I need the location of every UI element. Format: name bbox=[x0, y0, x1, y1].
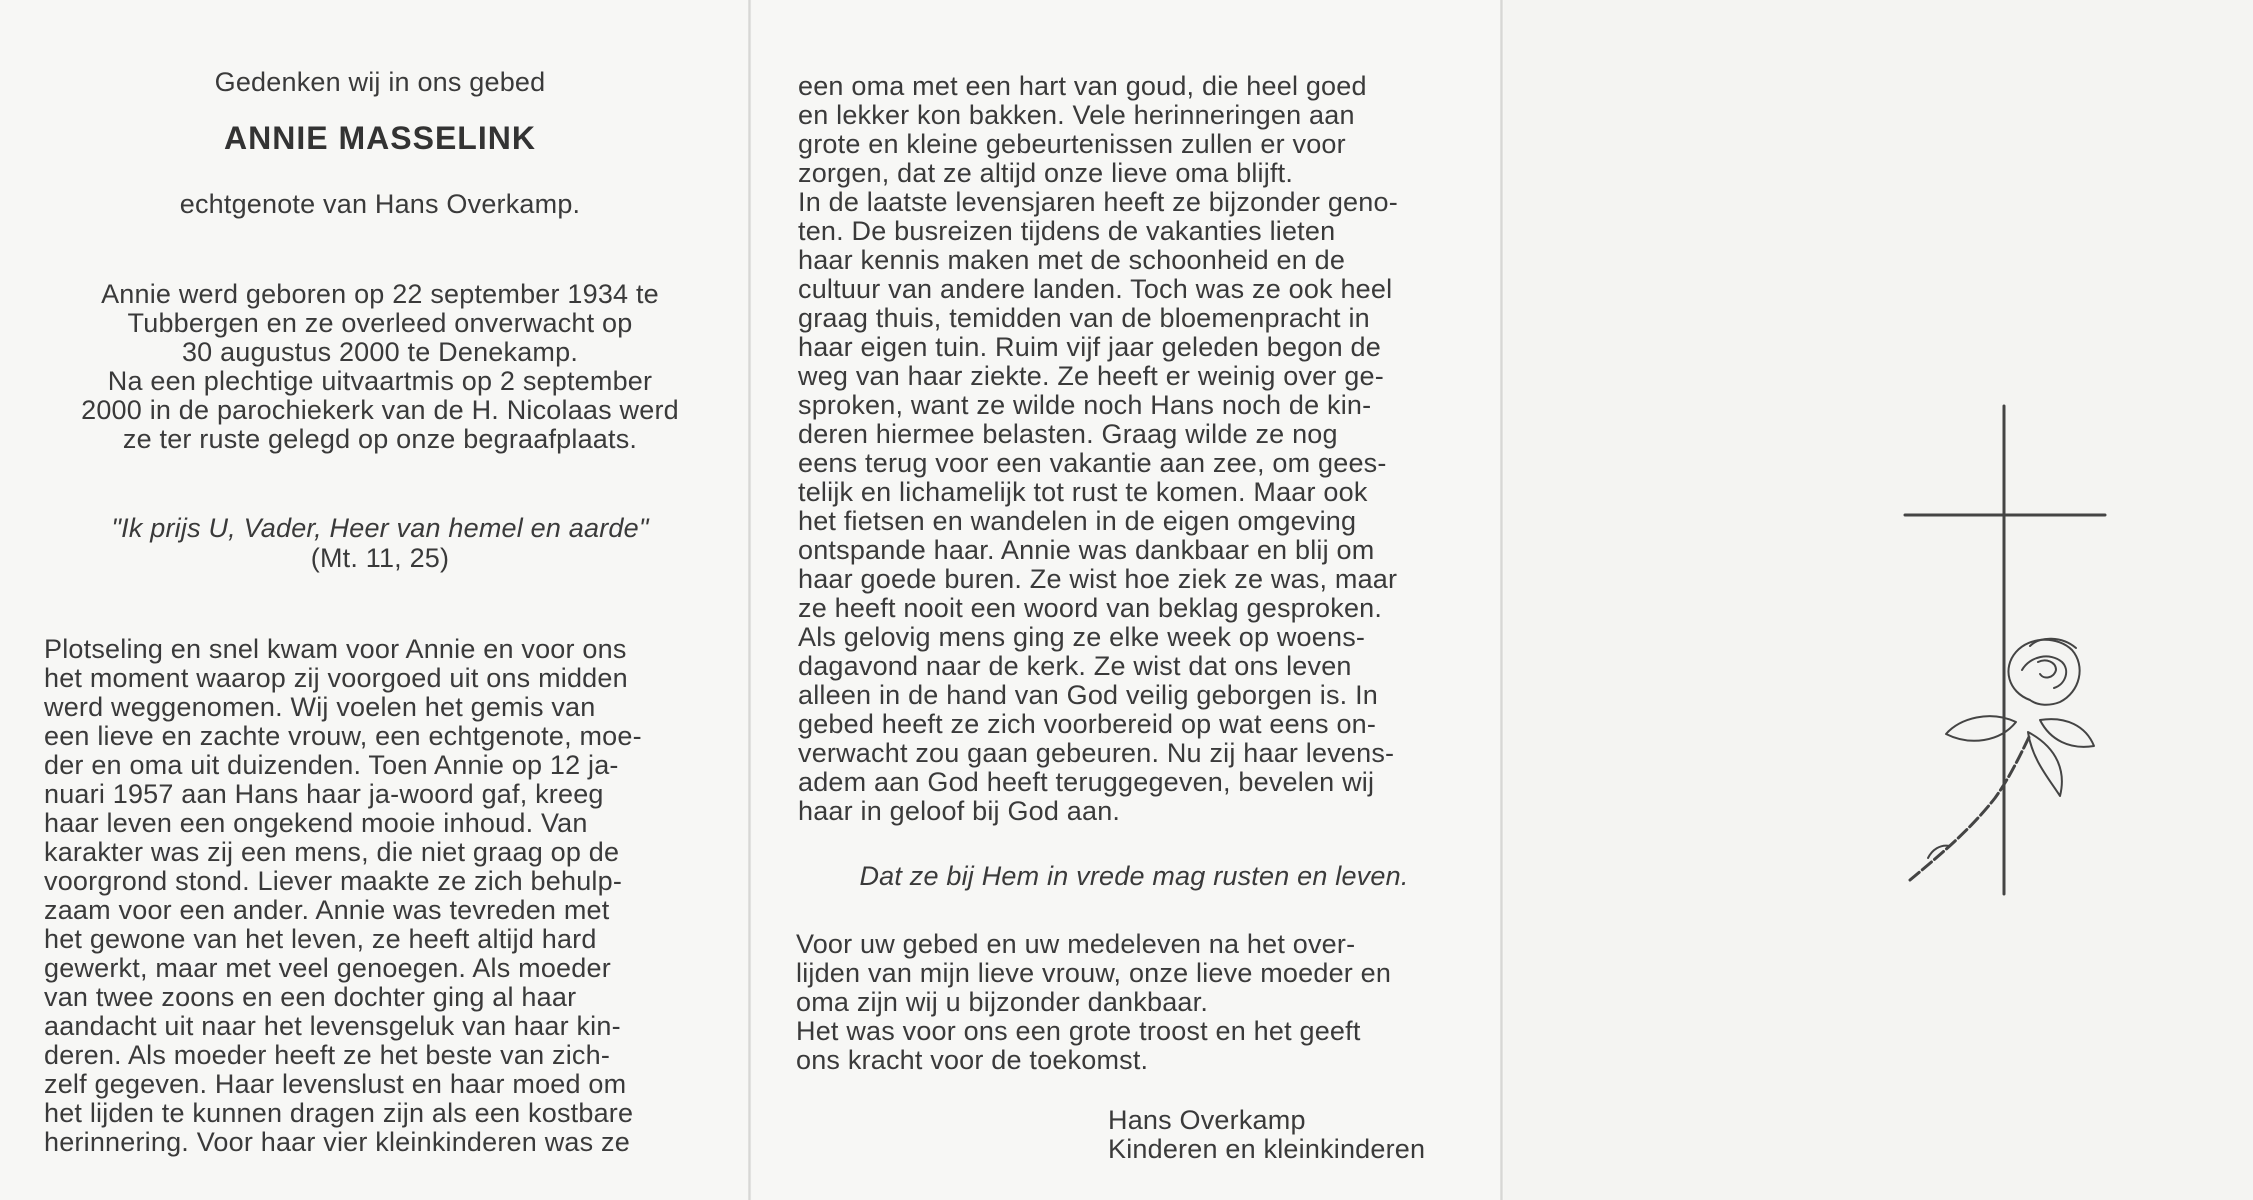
text-line: lijden van mijn lieve vrouw, onze lieve moeder en bbox=[796, 958, 1392, 988]
bio-line: 30 augustus 2000 te Denekamp. bbox=[181, 337, 579, 367]
bio-line: Na een plechtige uitvaartmis op 2 september bbox=[107, 366, 653, 396]
text-line: adem aan God heeft teruggegeven, bevelen wij bbox=[798, 767, 1375, 797]
text-line: sproken, want ze wilde noch Hans noch de kin- bbox=[798, 390, 1372, 420]
text-line: haar leven een ongekend mooie inhoud. Van bbox=[44, 808, 588, 838]
bio-line: 2000 in de parochiekerk van de H. Nicolaas werd bbox=[81, 395, 679, 425]
text-line: verwacht zou gaan gebeuren. Nu zij haar levens- bbox=[798, 738, 1395, 768]
text-line: het moment waarop zij voorgoed uit ons midden bbox=[44, 663, 628, 693]
text-line: nuari 1957 aan Hans haar ja-woord gaf, kreeg bbox=[44, 779, 604, 809]
thanks-paragraph bbox=[796, 930, 1472, 1075]
text-line: grote en kleine gebeurtenissen zullen er voor bbox=[798, 129, 1346, 159]
text-line: Als gelovig mens ging ze elke week op woens- bbox=[798, 622, 1366, 652]
text-line: weg van haar ziekte. Ze heeft er weinig over ge- bbox=[798, 361, 1384, 391]
text-line: zaam voor een ander. Annie was tevreden met bbox=[44, 895, 610, 925]
text-line: het gewone van het leven, ze heeft altijd hard bbox=[44, 924, 597, 954]
text-line: het fietsen en wandelen in de eigen omgeving bbox=[798, 506, 1357, 536]
bio-line: ze ter ruste gelegd op onze begraafplaats. bbox=[122, 424, 638, 454]
text-line: een oma met een hart van goud, die heel goed bbox=[798, 71, 1367, 101]
intro-text: Gedenken wij in ons gebed bbox=[214, 67, 546, 97]
text-line: Het was voor ons een grote troost en het geeft bbox=[796, 1016, 1361, 1046]
scripture-reference: (Mt. 11, 25) bbox=[310, 543, 450, 573]
text-line: karakter was zij een mens, die niet graag op de bbox=[44, 837, 620, 867]
signature-line: Kinderen en kleinkinderen bbox=[1108, 1134, 1426, 1164]
text-line: het lijden te kunnen dragen zijn als een kostbare bbox=[44, 1098, 634, 1128]
text-line: ons kracht voor de toekomst. bbox=[796, 1045, 1149, 1075]
signature-block bbox=[1108, 1106, 1488, 1164]
spouse-line: echtgenote van Hans Overkamp. bbox=[179, 189, 581, 219]
text-line: haar kennis maken met de schoonheid en de bbox=[798, 245, 1346, 275]
text-line: herinnering. Voor haar vier kleinkinderen was ze bbox=[44, 1127, 630, 1157]
text-line: ontspande haar. Annie was dankbaar en blij om bbox=[798, 535, 1375, 565]
text-line: In de laatste levensjaren heeft ze bijzonder geno- bbox=[798, 187, 1398, 217]
text-line: deren. Als moeder heeft ze het beste van zich- bbox=[44, 1040, 611, 1070]
bio-line: Tubbergen en ze overleed onverwacht op bbox=[127, 308, 633, 338]
deceased-name: ANNIE MASSELINK bbox=[224, 120, 536, 156]
text-line: deren hiermee belasten. Graag wilde ze nog bbox=[798, 419, 1338, 449]
text-line: Voor uw gebed en uw medeleven na het over- bbox=[796, 929, 1356, 959]
closing-prayer: Dat ze bij Hem in vrede mag rusten en leven. bbox=[859, 861, 1409, 891]
text-line: haar eigen tuin. Ruim vijf jaar geleden begon de bbox=[798, 332, 1381, 362]
bio-line: Annie werd geboren op 22 september 1934 te bbox=[101, 279, 659, 309]
text-line: graag thuis, temidden van de bloemenpracht in bbox=[798, 303, 1370, 333]
biography bbox=[50, 280, 710, 454]
text-line: zelf gegeven. Haar levenslust en haar moed om bbox=[44, 1069, 627, 1099]
text-line: aandacht uit naar het levensgeluk van haar kin- bbox=[44, 1011, 621, 1041]
text-line: werd weggenomen. Wij voelen het gemis van bbox=[44, 692, 596, 722]
text-line: en lekker kon bakken. Vele herinneringen aan bbox=[798, 100, 1355, 130]
tribute-column-1 bbox=[44, 635, 712, 1157]
text-line: ze heeft nooit een woord van beklag gesproken. bbox=[798, 593, 1383, 623]
text-line: oma zijn wij u bijzonder dankbaar. bbox=[796, 987, 1209, 1017]
fold-line bbox=[748, 0, 751, 1200]
text-line: voorgrond stond. Liever maakte ze zich behulp- bbox=[44, 866, 623, 896]
text-line: Plotseling en snel kwam voor Annie en voor ons bbox=[44, 634, 627, 664]
right-panel bbox=[1504, 0, 2253, 1200]
text-line: der en oma uit duizenden. Toen Annie op 12 ja- bbox=[44, 750, 619, 780]
text-line: haar goede buren. Ze wist hoe ziek ze was, maar bbox=[798, 564, 1398, 594]
text-line: een lieve en zachte vrouw, een echtgenote, moe- bbox=[44, 721, 642, 751]
tribute-column-2 bbox=[798, 72, 1470, 826]
text-line: van twee zoons en een dochter ging al haar bbox=[44, 982, 577, 1012]
text-line: gewerkt, maar met veel genoegen. Als moeder bbox=[44, 953, 611, 983]
text-line: zorgen, dat ze altijd onze lieve oma blijft. bbox=[798, 158, 1294, 188]
text-line: ten. De busreizen tijdens de vakanties lieten bbox=[798, 216, 1336, 246]
text-line: gebed heeft ze zich voorbereid op wat eens on- bbox=[798, 709, 1377, 739]
text-line: eens terug voor een vakantie aan zee, om gees- bbox=[798, 448, 1387, 478]
signature-line: Hans Overkamp bbox=[1108, 1105, 1306, 1135]
scripture-quote: "Ik prijs U, Vader, Heer van hemel en aarde" bbox=[111, 513, 649, 543]
text-line: telijk en lichamelijk tot rust te komen. Maar ook bbox=[798, 477, 1368, 507]
fold-line bbox=[1500, 0, 1503, 1200]
cross-with-rose-icon bbox=[1890, 400, 2120, 900]
text-line: cultuur van andere landen. Toch was ze ook heel bbox=[798, 274, 1393, 304]
text-line: dagavond naar de kerk. Ze wist dat ons leven bbox=[798, 651, 1352, 681]
text-line: haar in geloof bij God aan. bbox=[798, 796, 1121, 826]
text-line: alleen in de hand van God veilig geborgen is. In bbox=[798, 680, 1379, 710]
